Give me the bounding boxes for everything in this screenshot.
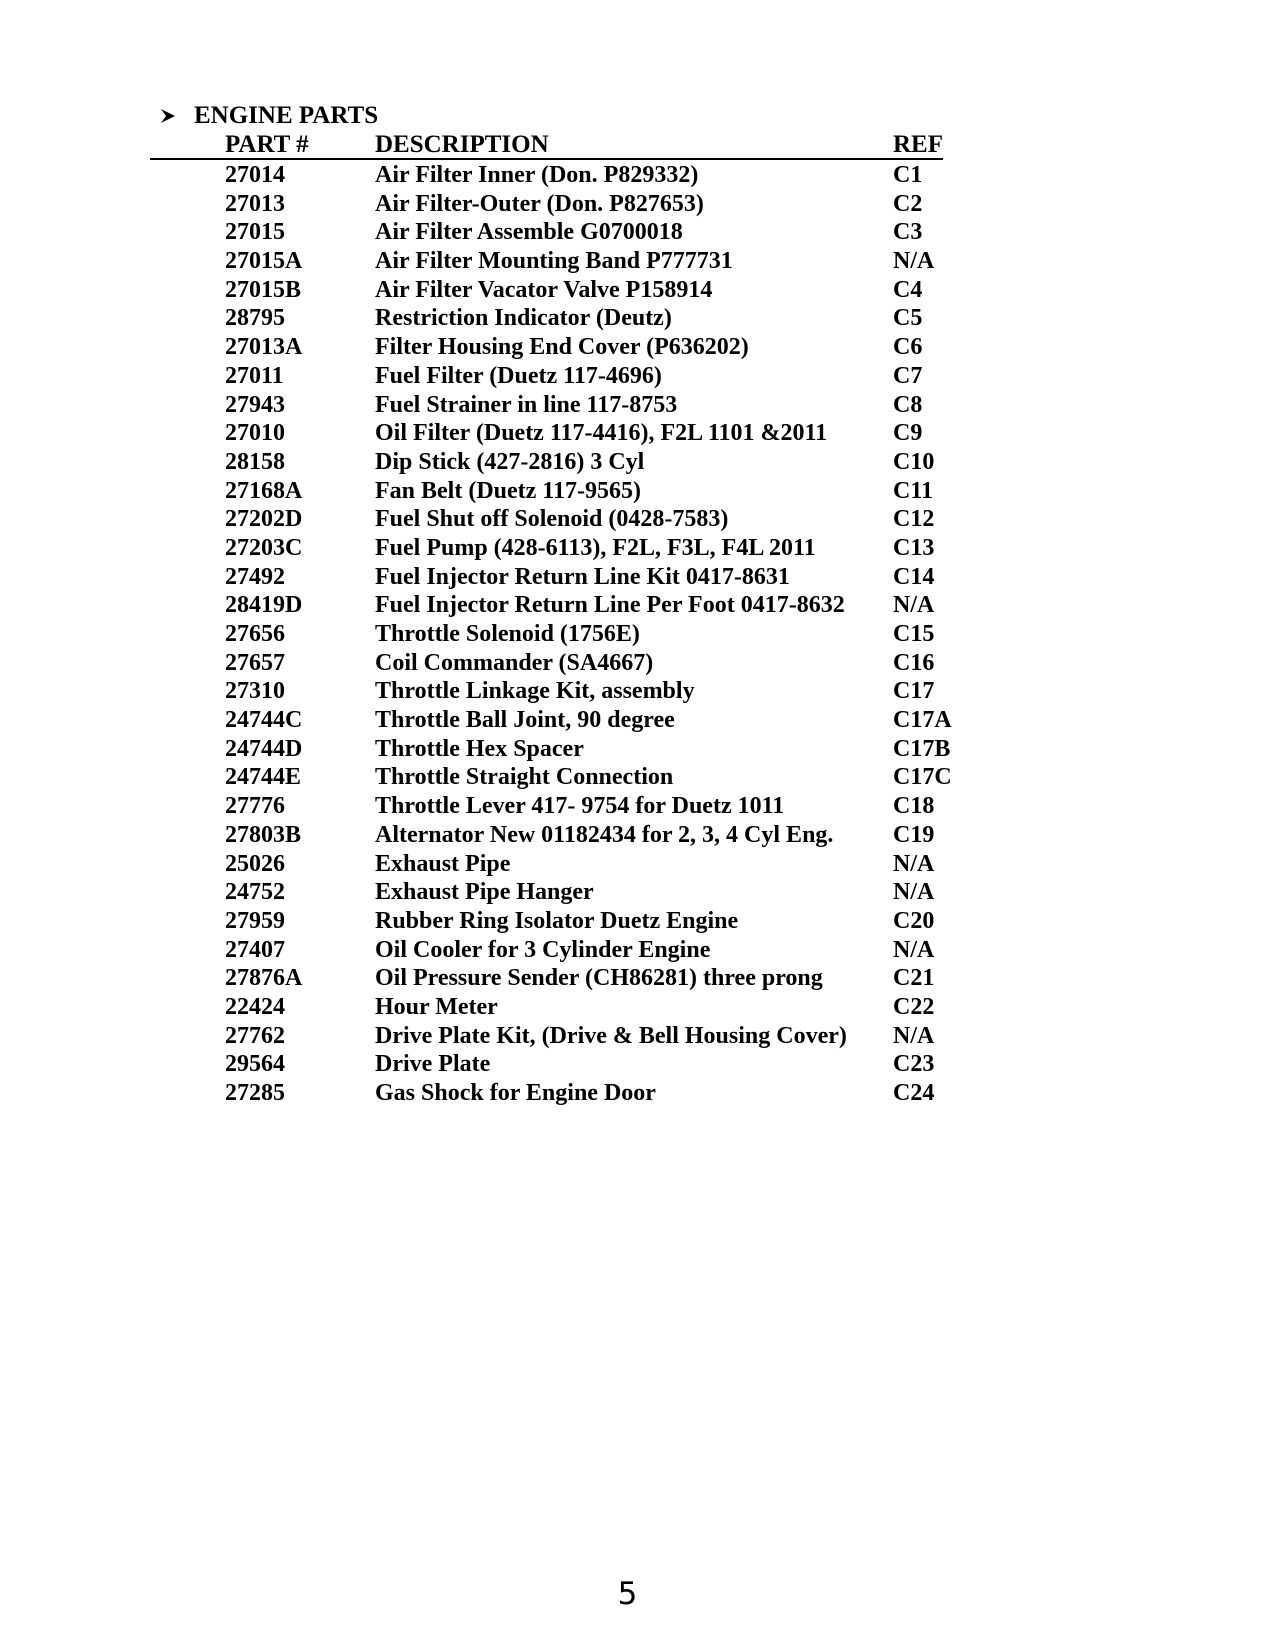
table-row (0, 477, 1275, 506)
column-header-description: DESCRIPTION (375, 131, 549, 158)
part-number: 27310 (225, 678, 285, 705)
table-header (0, 131, 1275, 159)
table-row (0, 706, 1275, 735)
part-number: 24744E (225, 764, 302, 791)
table-row (0, 1022, 1275, 1051)
part-ref: C21 (893, 965, 935, 992)
part-ref: C17A (893, 707, 952, 734)
part-ref: C3 (893, 219, 923, 246)
part-description: Exhaust Pipe (375, 850, 511, 877)
part-ref: C1 (893, 162, 923, 188)
table-row (0, 563, 1275, 592)
part-number: 27959 (225, 907, 285, 934)
part-number: 28158 (225, 448, 285, 475)
part-description: Throttle Straight Connection (375, 764, 674, 791)
part-ref: C11 (893, 477, 934, 504)
table-row (0, 907, 1275, 936)
part-description: Throttle Lever 417- 9754 for Duetz 1011 (375, 793, 785, 820)
part-number: 27013A (225, 334, 303, 361)
section-heading (160, 101, 378, 131)
part-number: 27202D (225, 506, 303, 533)
page-number: 5 (617, 1576, 638, 1612)
part-description: Fuel Injector Return Line Kit 0417-8631 (375, 563, 790, 590)
part-ref: C14 (893, 563, 935, 590)
part-ref: C22 (893, 993, 935, 1020)
table-row (0, 763, 1275, 792)
table-row (0, 993, 1275, 1022)
part-ref: N/A (893, 592, 935, 619)
part-description: Throttle Hex Spacer (375, 735, 584, 762)
table-row (0, 591, 1275, 620)
table-row (0, 936, 1275, 965)
part-description: Fuel Filter (Duetz 117-4696) (375, 362, 662, 389)
part-description: Restriction Indicator (Deutz) (375, 305, 672, 332)
part-description: Throttle Linkage Kit, assembly (375, 678, 695, 705)
part-description: Coil Commander (SA4667) (375, 649, 654, 676)
table-row (0, 1050, 1275, 1079)
part-ref: N/A (893, 879, 935, 906)
part-number: 27657 (225, 649, 285, 676)
part-description: Air Filter Inner (Don. P829332) (375, 162, 699, 188)
part-ref: C7 (893, 362, 923, 389)
part-ref: N/A (893, 1022, 935, 1049)
part-ref: C23 (893, 1051, 935, 1078)
part-ref: C2 (893, 190, 923, 217)
table-row (0, 649, 1275, 678)
part-ref: N/A (893, 248, 935, 275)
part-number: 27203C (225, 534, 303, 561)
part-ref: C17 (893, 678, 935, 705)
table-row (0, 190, 1275, 219)
table-row (0, 247, 1275, 276)
part-number: 29564 (225, 1051, 285, 1078)
arrowhead-bullet-icon (160, 108, 194, 124)
section-title: ENGINE PARTS (194, 102, 379, 129)
part-ref: C12 (893, 506, 935, 533)
part-description: Rubber Ring Isolator Duetz Engine (375, 907, 739, 934)
part-ref: C13 (893, 534, 935, 561)
part-number: 27776 (225, 793, 285, 820)
part-description: Throttle Solenoid (1756E) (375, 621, 640, 647)
table-row (0, 362, 1275, 391)
part-description: Fuel Strainer in line 117-8753 (375, 391, 678, 418)
part-ref: C6 (893, 334, 923, 361)
table-row (0, 964, 1275, 993)
part-description: Dip Stick (427-2816) 3 Cyl (375, 448, 645, 475)
part-number: 27015B (225, 276, 302, 303)
part-number: 27010 (225, 420, 285, 447)
part-description: Fuel Pump (428-6113), F2L, F3L, F4L 2011 (375, 534, 816, 561)
part-description: Oil Filter (Duetz 117-4416), F2L 1101 &2011 (375, 420, 828, 447)
part-description: Throttle Ball Joint, 90 degree (375, 707, 675, 734)
part-description: Fan Belt (Duetz 117-9565) (375, 477, 641, 504)
part-description: Fuel Shut off Solenoid (0428-7583) (375, 506, 729, 533)
table-row (0, 391, 1275, 420)
part-number: 27492 (225, 563, 285, 590)
part-number: 27656 (225, 621, 285, 647)
table-row (0, 792, 1275, 821)
part-ref: C15 (893, 621, 935, 647)
part-description: Air Filter Mounting Band P777731 (375, 248, 733, 275)
part-ref: C17B (893, 735, 951, 762)
part-number: 27015A (225, 248, 303, 275)
part-number: 27285 (225, 1080, 285, 1106)
part-description: Hour Meter (375, 993, 498, 1020)
column-header-part: PART # (225, 131, 309, 158)
part-description: Air Filter Vacator Valve P158914 (375, 276, 713, 303)
part-description: Oil Cooler for 3 Cylinder Engine (375, 936, 711, 963)
part-number: 27943 (225, 391, 285, 418)
part-number: 27011 (225, 362, 284, 389)
part-description: Gas Shock for Engine Door (375, 1080, 656, 1106)
part-description: Drive Plate (375, 1051, 491, 1078)
part-ref: C9 (893, 420, 923, 447)
table-row (0, 505, 1275, 534)
parts-table (0, 161, 1275, 1108)
part-number: 24744D (225, 735, 303, 762)
table-row (0, 333, 1275, 362)
part-ref: C18 (893, 793, 935, 820)
table-row (0, 448, 1275, 477)
table-row (0, 419, 1275, 448)
part-ref: C19 (893, 821, 935, 848)
part-ref: C17C (893, 764, 952, 791)
part-ref: C5 (893, 305, 923, 332)
table-row (0, 850, 1275, 879)
part-ref: C4 (893, 276, 923, 303)
table-row (0, 677, 1275, 706)
part-ref: N/A (893, 936, 935, 963)
part-number: 27015 (225, 219, 285, 246)
part-number: 28419D (225, 592, 303, 619)
table-row (0, 534, 1275, 563)
header-rule (150, 158, 943, 160)
part-number: 27013 (225, 190, 285, 217)
part-number: 27407 (225, 936, 285, 963)
part-description: Drive Plate Kit, (Drive & Bell Housing Cover) (375, 1022, 847, 1049)
part-description: Filter Housing End Cover (P636202) (375, 334, 749, 361)
table-row (0, 1079, 1275, 1108)
part-description: Oil Pressure Sender (CH86281) three prong (375, 965, 823, 992)
table-row (0, 218, 1275, 247)
part-number: 24744C (225, 707, 303, 734)
table-row (0, 161, 1275, 190)
part-number: 27014 (225, 162, 285, 188)
part-ref: C20 (893, 907, 935, 934)
part-number: 25026 (225, 850, 285, 877)
part-number: 27803B (225, 821, 302, 848)
part-description: Exhaust Pipe Hanger (375, 879, 594, 906)
part-ref: N/A (893, 850, 935, 877)
part-number: 28795 (225, 305, 285, 332)
part-description: Alternator New 01182434 for 2, 3, 4 Cyl Eng. (375, 821, 834, 848)
part-ref: C16 (893, 649, 935, 676)
part-description: Air Filter-Outer (Don. P827653) (375, 190, 704, 217)
part-ref: C24 (893, 1080, 935, 1106)
part-number: 27168A (225, 477, 303, 504)
column-header-ref: REF (893, 131, 943, 158)
part-number: 22424 (225, 993, 285, 1020)
table-row (0, 304, 1275, 333)
table-row (0, 821, 1275, 850)
part-number: 27762 (225, 1022, 285, 1049)
part-ref: C10 (893, 448, 935, 475)
table-row (0, 878, 1275, 907)
part-number: 27876A (225, 965, 303, 992)
table-row (0, 620, 1275, 649)
table-row (0, 735, 1275, 764)
part-ref: C8 (893, 391, 923, 418)
part-number: 24752 (225, 879, 285, 906)
part-description: Air Filter Assemble G0700018 (375, 219, 683, 246)
part-description: Fuel Injector Return Line Per Foot 0417-8632 (375, 592, 845, 619)
table-row (0, 276, 1275, 305)
